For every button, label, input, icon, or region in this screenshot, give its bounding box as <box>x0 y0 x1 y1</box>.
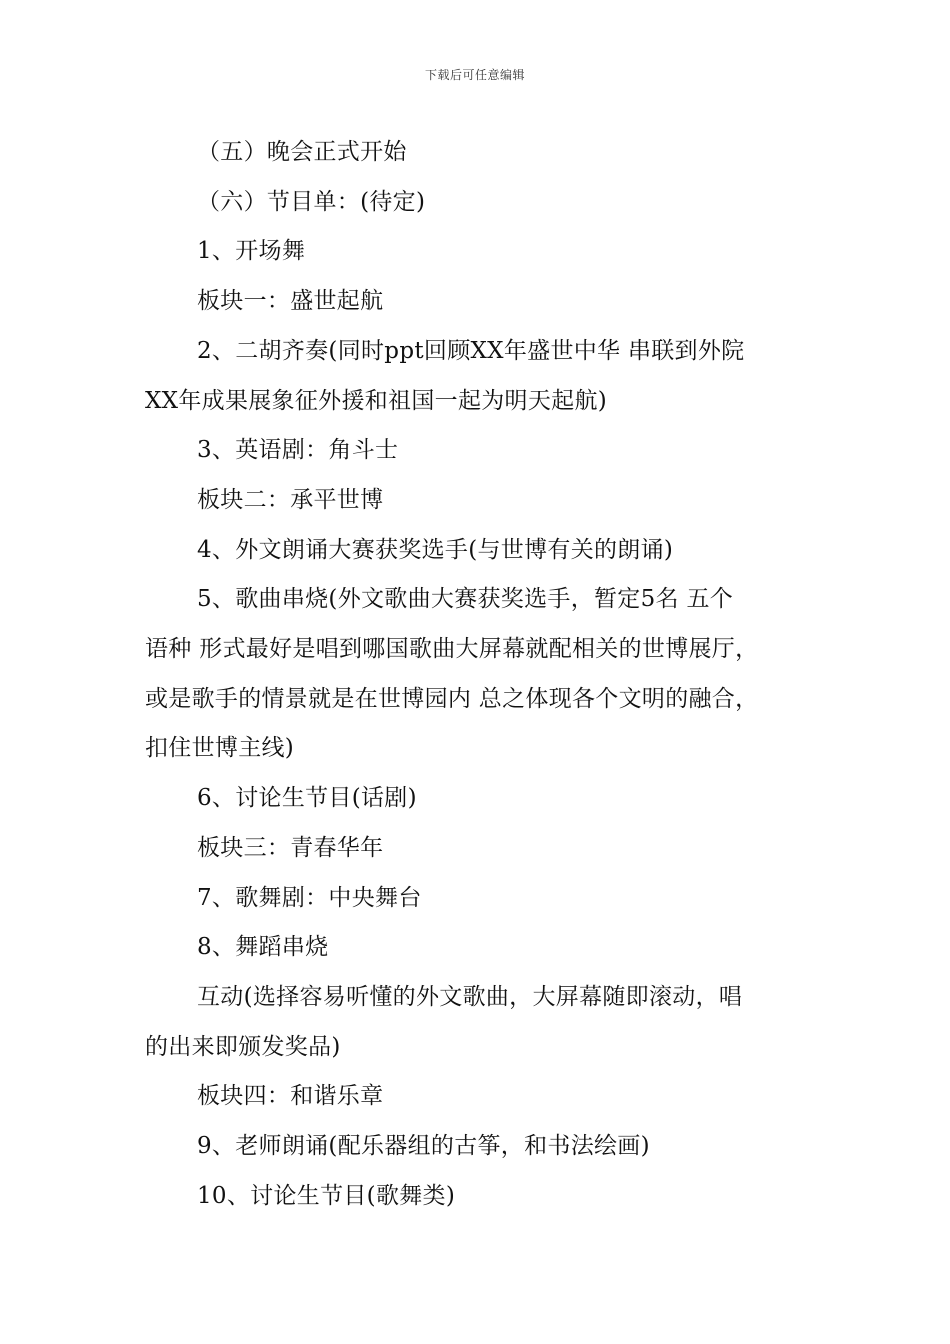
page-header: 下载后可任意编辑 <box>424 68 525 82</box>
program-item-continuation: 扣住世博主线) <box>145 735 295 762</box>
document-body <box>145 128 835 1221</box>
block-heading: 板块一：盛世起航 <box>197 288 384 315</box>
program-item-continuation: XX年成果展象征外援和祖国一起为明天起航) <box>145 387 608 414</box>
program-item: 互动(选择容易听懂的外文歌曲，大屏幕随即滚动，唱 <box>197 983 743 1010</box>
block-heading: 板块三：青春华年 <box>197 834 384 861</box>
program-item: 8、舞蹈串烧 <box>197 934 329 961</box>
program-item: 10、讨论生节目(歌舞类) <box>197 1182 456 1209</box>
program-item: 4、外文朗诵大赛获奖选手(与世博有关的朗诵) <box>197 536 674 563</box>
program-item: 3、英语剧：角斗士 <box>197 437 399 464</box>
program-item-continuation: 的出来即颁发奖品) <box>145 1033 341 1060</box>
program-item: 1、开场舞 <box>197 238 306 265</box>
block-heading: 板块四：和谐乐章 <box>197 1083 384 1110</box>
program-item: 6、讨论生节目(话剧) <box>197 785 417 812</box>
program-item: 7、歌舞剧：中央舞台 <box>197 884 422 911</box>
block-heading: 板块二：承平世博 <box>197 486 384 513</box>
section-heading: （五）晚会正式开始 <box>197 139 407 165</box>
program-item: 2、二胡齐奏(同时ppt回顾XX年盛世中华 串联到外院 <box>197 337 745 364</box>
program-item-continuation: 或是歌手的情景就是在世博园内 总之体现各个文明的融合， <box>145 685 759 712</box>
section-heading: （六）节目单：(待定) <box>197 188 426 215</box>
program-item-continuation: 语种 形式最好是唱到哪国歌曲大屏幕就配相关的世博展厅， <box>145 636 759 663</box>
program-item: 5、歌曲串烧(外文歌曲大赛获奖选手，暂定5名 五个 <box>197 586 734 613</box>
program-item: 9、老师朗诵(配乐器组的古筝，和书法绘画) <box>197 1133 650 1160</box>
